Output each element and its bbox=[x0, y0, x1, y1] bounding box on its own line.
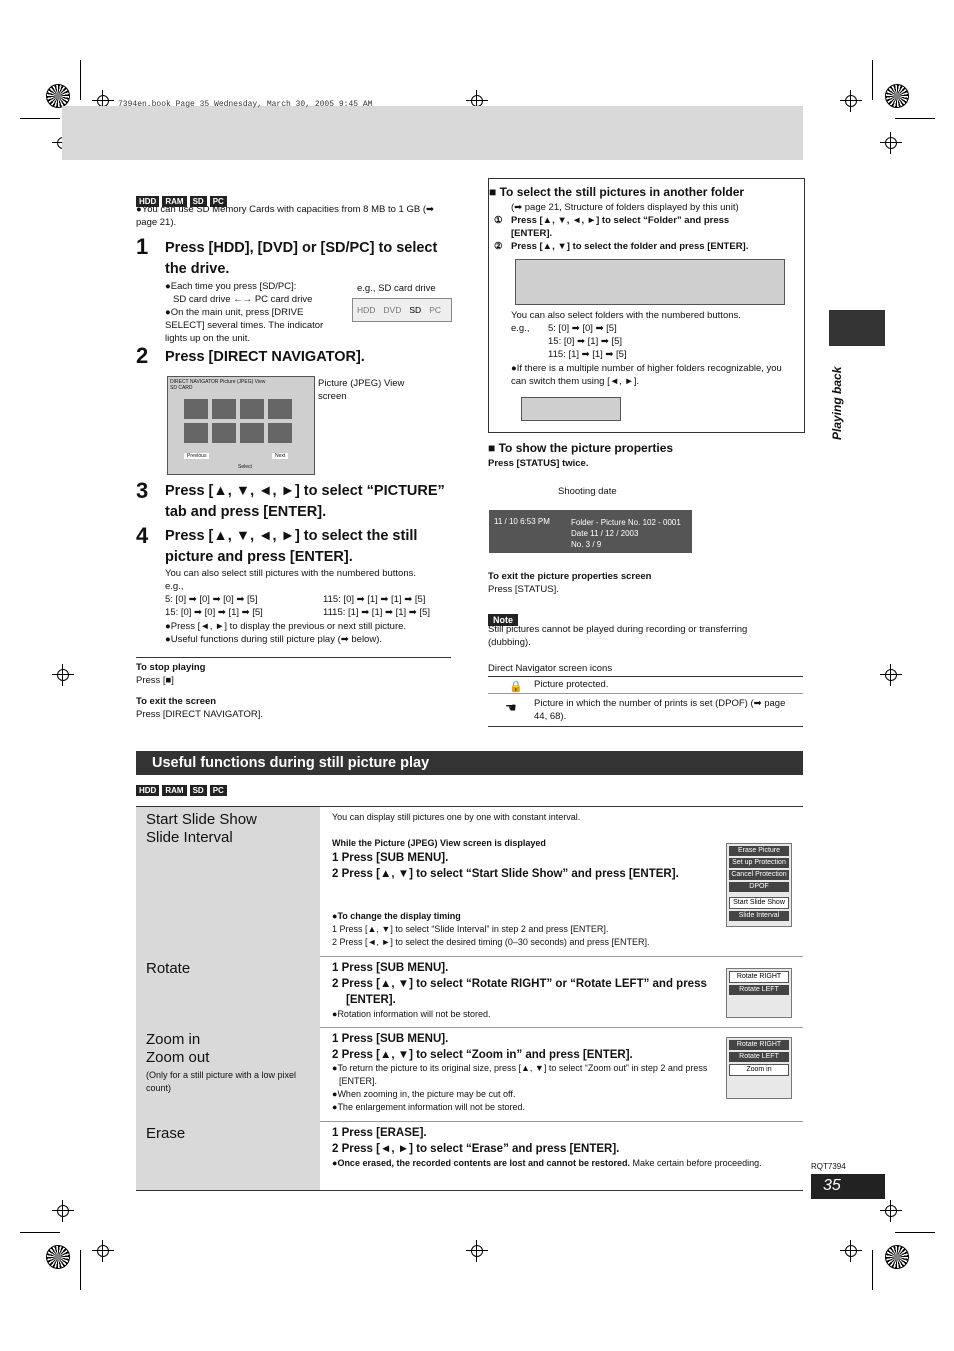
note-badge: Note bbox=[488, 610, 518, 628]
sd-capacity-note: ●You can use SD Memory Cards with capacities from 8 MB to 1 GB (➡ page 21). bbox=[136, 204, 434, 228]
props-title: ■ To show the picture properties bbox=[488, 441, 674, 455]
step4-bullets: ●Press [◄, ►] to display the previous or next still picture. ●Useful functions during still picture play (➡ below). bbox=[165, 621, 407, 645]
menu-item[interactable]: Rotate RIGHT bbox=[729, 1040, 789, 1050]
model-code: RQT7394 bbox=[811, 1162, 846, 1171]
functions-table bbox=[136, 806, 803, 1191]
slide-show-submenu bbox=[726, 843, 792, 927]
crop-mark bbox=[20, 1232, 60, 1233]
eg-caption: e.g., SD card drive bbox=[357, 283, 436, 294]
icon-desc-dpof: Picture in which the number of prints is set (DPOF) (➡ page 44, 68). bbox=[534, 698, 786, 722]
step-title: Press [DIRECT NAVIGATOR]. bbox=[165, 349, 365, 365]
menu-item[interactable]: Rotate LEFT bbox=[729, 1052, 789, 1062]
crop-mark bbox=[20, 118, 60, 119]
step-number: 2 bbox=[136, 343, 149, 368]
useful-functions-bar: Useful functions during still picture play bbox=[136, 751, 803, 775]
step-number: 1 bbox=[136, 234, 149, 259]
table-row: Erase 1 Press [ERASE]. 2 Press [◄, ►] to select “Erase” and press [ENTER]. ●Once erased, the recorded contents are lost and cannot be restored. Make certain before proceeding. bbox=[136, 1121, 803, 1190]
screen-caption: Picture (JPEG) View screen bbox=[318, 378, 405, 402]
print-hand-icon: ☚ bbox=[505, 700, 517, 715]
lock-icon: 🔒 bbox=[509, 681, 523, 693]
table-row: Rotate 1 Press [SUB MENU]. 2 Press [▲, ▼] to select “Rotate RIGHT” or “Rotate LEFT” and press [ENTER]. ●Rotation information will not be stored. Rotate RIGHT Rotate LEFT bbox=[136, 956, 803, 1028]
divider bbox=[488, 693, 803, 694]
step4-examples-left: 5: [0] ➡ [0] ➡ [0] ➡ [5] 15: [0] ➡ [0] ➡ [1] ➡ [5] bbox=[165, 594, 263, 618]
step-title: Press [▲, ▼, ◄, ►] to select the still picture and press [ENTER]. bbox=[165, 528, 418, 565]
folder-eg: e.g., bbox=[511, 323, 530, 334]
folder-step2: ② Press [▲, ▼] to select the folder and press [ENTER]. bbox=[494, 241, 749, 252]
header-band bbox=[62, 106, 803, 160]
note-text: Still pictures cannot be played during recording or transferring (dubbing). bbox=[488, 624, 748, 648]
page-number: 35 bbox=[811, 1174, 885, 1199]
crosshair-mark bbox=[840, 1240, 862, 1262]
picture-view-screen: DIRECT NAVIGATOR Picture (JPEG) View SD CARD Previous Next Select bbox=[167, 376, 315, 475]
tag-pc: PC bbox=[210, 785, 227, 796]
media-tags bbox=[136, 780, 230, 798]
registration-dot bbox=[885, 84, 909, 108]
menu-item[interactable]: Start Slide Show bbox=[729, 897, 789, 909]
crosshair-mark bbox=[880, 1200, 902, 1222]
crosshair-mark bbox=[92, 1240, 114, 1262]
menu-item[interactable]: Slide Interval bbox=[729, 911, 789, 921]
folder-switch-screen bbox=[521, 397, 621, 421]
folder-box bbox=[488, 178, 805, 433]
menu-item[interactable]: Set up Protection bbox=[729, 858, 789, 868]
folder-ref: (➡ page 21, Structure of folders displayed by this unit) bbox=[511, 202, 739, 213]
crop-mark bbox=[872, 60, 873, 100]
folder-step1: ① Press [▲, ▼, ◄, ►] to select “Folder” and press [ENTER]. bbox=[494, 215, 730, 239]
divider bbox=[488, 726, 803, 727]
crop-mark bbox=[80, 60, 81, 100]
tag-sd: SD bbox=[190, 785, 207, 796]
crop-mark bbox=[895, 1232, 935, 1233]
properties-screen: 11 / 10 6:53 PM Folder - Picture No. 102 - 0001 Date 11 / 12 / 2003 No. 3 / 9 bbox=[489, 510, 692, 553]
props-sub: Press [STATUS] twice. bbox=[488, 458, 589, 469]
step4-examples-right: 115: [0] ➡ [1] ➡ [1] ➡ [5] 1115: [1] ➡ [1] ➡ [1] ➡ [5] bbox=[323, 594, 430, 618]
folder-title: ■ To select the still pictures in another folder bbox=[489, 185, 745, 199]
folder-numbered-note: You can also select folders with the numbered buttons. bbox=[511, 310, 741, 321]
crop-mark bbox=[872, 1250, 873, 1290]
menu-item[interactable]: DPOF bbox=[729, 882, 789, 892]
crosshair-mark bbox=[466, 1240, 488, 1262]
tag-hdd: HDD bbox=[136, 785, 159, 796]
menu-item[interactable]: Rotate LEFT bbox=[729, 985, 789, 995]
props-exit: To exit the picture properties screen Press [STATUS]. bbox=[488, 571, 652, 595]
tag-sd: SD bbox=[190, 196, 207, 207]
divider bbox=[488, 676, 803, 677]
section-tab bbox=[829, 310, 885, 346]
tag-ram: RAM bbox=[162, 196, 186, 207]
icons-title: Direct Navigator screen icons bbox=[488, 663, 613, 674]
registration-dot bbox=[885, 1245, 909, 1269]
table-row: Start Slide Show Slide Interval You can display still pictures one by one with constant interval. While the Picture (JPEG) View screen is displayed 1 Press [SUB MENU]. 2 Press [▲, ▼] to select “Start Slide Show” and press [ENTER]. ●To change the display timing 1 Press [▲, ▼] to select “Slide Interval” in step 2 and press [ENTER]. 2 Press [◄, ►] to select the desired timing (0–30 seconds) and press [ENTER]. Erase Picture Set up Protection Cancel Protection DPOF Start Slide Show Slide Interval bbox=[136, 807, 803, 957]
rotate-submenu bbox=[726, 968, 792, 1018]
tag-pc: PC bbox=[210, 196, 227, 207]
table-row: Zoom in Zoom out (Only for a still picture with a low pixel count) 1 Press [SUB MENU]. 2 Press [▲, ▼] to select “Zoom in” and press [ENTER]. ●To return the picture to its original size, press [▲, ▼] to select “Zoom out” in step 2 and press [ENTER]. ●When zooming in, the picture may be cut off. ●The enlargement information will not be stored. Rotate RIGHT Rotate LEFT Zoom in bbox=[136, 1027, 803, 1122]
crop-mark bbox=[80, 1250, 81, 1290]
registration-dot bbox=[46, 84, 70, 108]
step-title: Press [▲, ▼, ◄, ►] to select “PICTURE” tab and press [ENTER]. bbox=[165, 483, 445, 520]
step1-bullets: ●Each time you press [SD/PC]: SD card drive ←→ PC card drive ●On the main unit, press [DRIVE SELECT] several times. The indicator lights up on the unit. bbox=[165, 281, 324, 344]
menu-item[interactable]: Zoom in bbox=[729, 1064, 789, 1076]
tag-hdd: HDD bbox=[136, 196, 159, 207]
drive-indicator: HDD DVD SD PC bbox=[352, 298, 452, 322]
crosshair-mark bbox=[52, 1200, 74, 1222]
menu-item[interactable]: Cancel Protection bbox=[729, 870, 789, 880]
registration-dot bbox=[46, 1245, 70, 1269]
book-info-line: 7394en.book Page 35 Wednesday, March 30, 2005 9:45 AM bbox=[118, 100, 373, 109]
folder-examples: 5: [0] ➡ [0] ➡ [5] 15: [0] ➡ [1] ➡ [5] 115: [1] ➡ [1] ➡ [5] bbox=[548, 323, 627, 360]
crosshair-mark bbox=[840, 90, 862, 112]
icon-desc-protected: Picture protected. bbox=[534, 679, 609, 690]
step-number: 4 bbox=[136, 523, 149, 548]
step-number: 3 bbox=[136, 478, 149, 503]
crop-mark bbox=[895, 118, 935, 119]
section-label: Playing back bbox=[830, 366, 844, 440]
crosshair-mark bbox=[880, 664, 902, 686]
folder-screen bbox=[515, 259, 785, 305]
folder-bullet: ●If there is a multiple number of higher folders recognizable, you can switch them using [◄, ►]. bbox=[511, 363, 782, 387]
step4-details: You can also select still pictures with the numbered buttons. e.g., bbox=[165, 568, 417, 592]
menu-item[interactable]: Rotate RIGHT bbox=[729, 971, 789, 983]
zoom-submenu bbox=[726, 1037, 792, 1099]
tag-ram: RAM bbox=[162, 785, 186, 796]
shooting-date-label: Shooting date bbox=[558, 486, 617, 497]
crosshair-mark bbox=[52, 664, 74, 686]
menu-item[interactable]: Erase Picture bbox=[729, 846, 789, 856]
crosshair-mark bbox=[880, 132, 902, 154]
step-title: Press [HDD], [DVD] or [SD/PC] to select the drive. bbox=[165, 240, 438, 277]
stop-exit-info: To stop playing Press [■] To exit the screen Press [DIRECT NAVIGATOR]. bbox=[136, 662, 264, 720]
divider bbox=[136, 657, 451, 658]
